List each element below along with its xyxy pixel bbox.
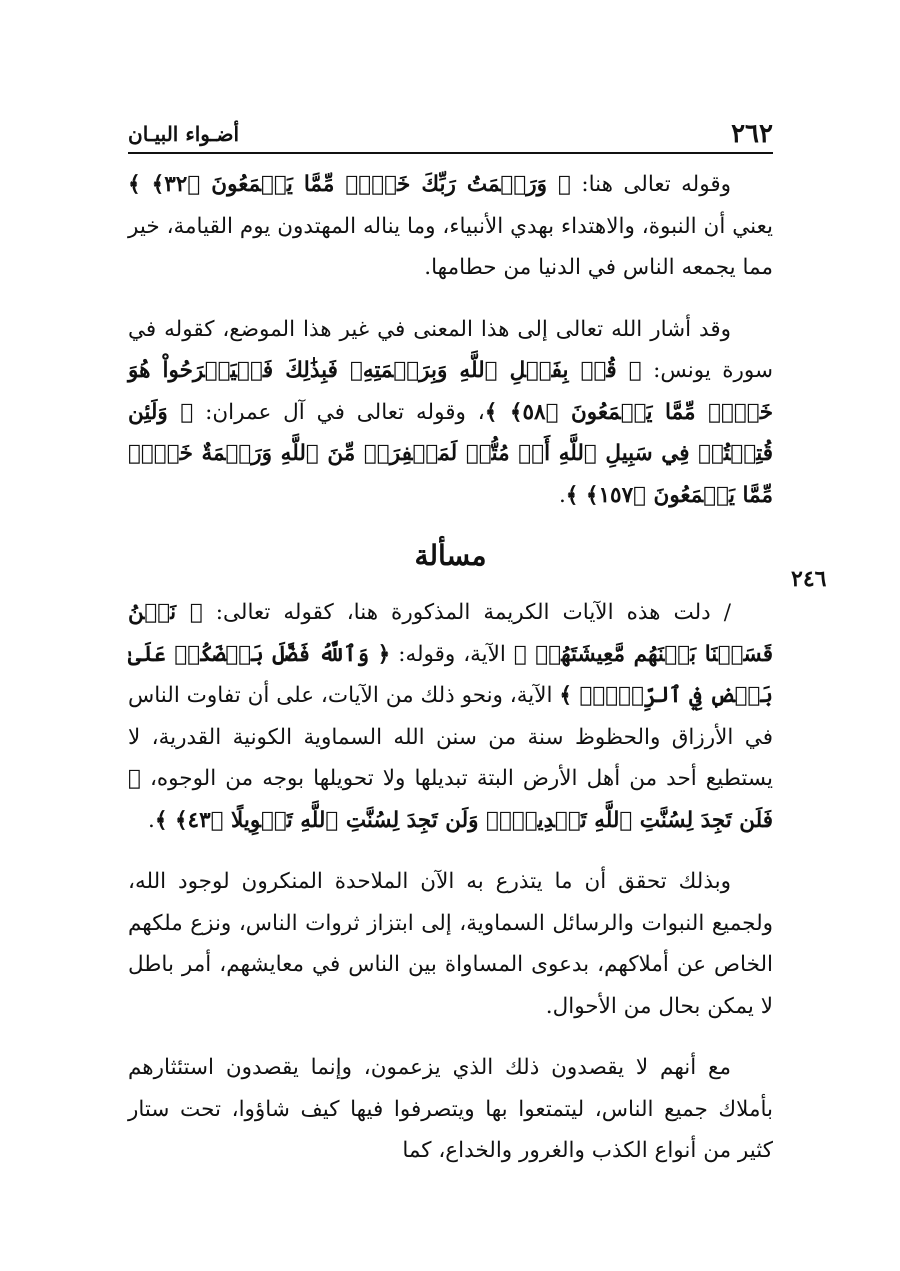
quran-verse: ﴿ وَرَحۡمَتُ رَبِّكَ خَيۡرٞ مِّمَّا يَجۡمَعُونَ ﴿٣٢﴾ ﴾ [128, 172, 571, 197]
paragraph-gap [128, 289, 773, 309]
paragraph-text: / دلت هذه الآيات الكريمة المذكورة هنا، كقوله تعالى: [202, 600, 731, 625]
paragraph-1 [128, 164, 773, 289]
paragraph-text: الآية، وقوله: [390, 641, 514, 667]
margin-reference-number: ٢٤٦ [791, 566, 827, 592]
book-title: أضـواء البيـان [128, 122, 240, 146]
paragraph-text: يعني أن النبوة، والاهتداء بهدي الأنبياء، وما يناله المهتدون يوم القيامة، خير مما يجمعه الناس في الدنيا من حطامها. [128, 213, 773, 280]
paragraph-gap [128, 841, 773, 861]
quran-verse: ﴿ قُلۡ بِفَضۡلِ ٱللَّهِ وَبِرَحۡمَتِهِۦ فَبِذَٰلِكَ فَلۡيَفۡرَحُواْ هُوَ خَيۡرٞ مِّمَّا يَجۡمَعُونَ ﴿٥٨﴾ ﴾ [128, 358, 773, 425]
paragraph-text: ، وقوله تعالى في آل عمران: [193, 399, 485, 425]
paragraph-text: . [148, 807, 155, 833]
quran-verse: ﴿ وَلَئِن قُتِلۡتُمۡ فِي سَبِيلِ ٱللَّهِ أَوۡ مُتُّمۡ لَمَغۡفِرَةٞ مِّنَ ٱللَّهِ وَرَحۡمَةٌ خَيۡرٞ مِّمَّا يَجۡمَعُونَ ﴿١٥٧﴾ ﴾ [128, 399, 773, 508]
page-number: ٢٦٢ [731, 119, 773, 149]
quran-verse: ﴿ نَحۡنُ قَسَمۡنَا بَيۡنَهُم مَّعِيشَتَهُمۡ ﴾ [128, 600, 774, 667]
page-body [128, 164, 773, 1172]
quran-verse: ﴿ فَلَن تَجِدَ لِسُنَّتِ ٱللَّهِ تَبۡدِيلٗاۖ وَلَن تَجِدَ لِسُنَّتِ ٱللَّهِ تَحۡوِيلًا ﴿٤٣﴾ ﴾ [128, 766, 773, 833]
paragraph-text: . [558, 482, 566, 508]
paragraph-text: مع أنهم لا يقصدون ذلك الذي يزعمون، وإنما يقصدون استئثارهم بأملاك جميع الناس، ليتمتعوا بها ويتصرفوا فيها كيف شاؤوا، تحت ستار كثير من أنواع الكذب والغرور والخداع، كما [128, 1055, 773, 1163]
paragraph-3 [128, 592, 773, 841]
paragraph-4 [128, 861, 773, 1027]
quran-verse: ﴿ وَٱللَّهُ فَضَّلَ بَعۡضَكُمۡ عَلَىٰ بَعۡضٖ فِي ٱلرِّزۡقِۚ ﴾ [128, 641, 773, 708]
paragraph-5 [128, 1047, 773, 1172]
page-header [128, 112, 773, 154]
paragraph-text: وبذلك تحقق أن ما يتذرع به الآن الملاحدة المنكرون لوجود الله، ولجميع النبوات والرسائل السماوية، إلى ابتزاز ثروات الناس، ونزع ملكهم الخاص عن أملاكهم، بدعوى المساواة بين الناس في معايشهم، أمر باطل لا يمكن بحال من الأحوال. [128, 869, 773, 1019]
paragraph-text: الآية، ونحو ذلك من الآيات، على أن تفاوت الناس في الأرزاق والحظوظ سنة من سنن الله السماوية الكونية القدرية، لا يستطيع أحد من أهل الأرض البتة تبديلها ولا تحويلها بوجه من الوجوه، [128, 683, 773, 791]
paragraph-text: وقد أشار الله تعالى إلى هذا المعنى في غير هذا الموضع، كقوله في سورة يونس: [128, 316, 774, 383]
paragraph-gap [128, 1027, 773, 1047]
paragraph-2 [128, 309, 773, 517]
paragraph-text: وقوله تعالى هنا: [570, 172, 731, 197]
section-title: مسألة [414, 539, 487, 572]
